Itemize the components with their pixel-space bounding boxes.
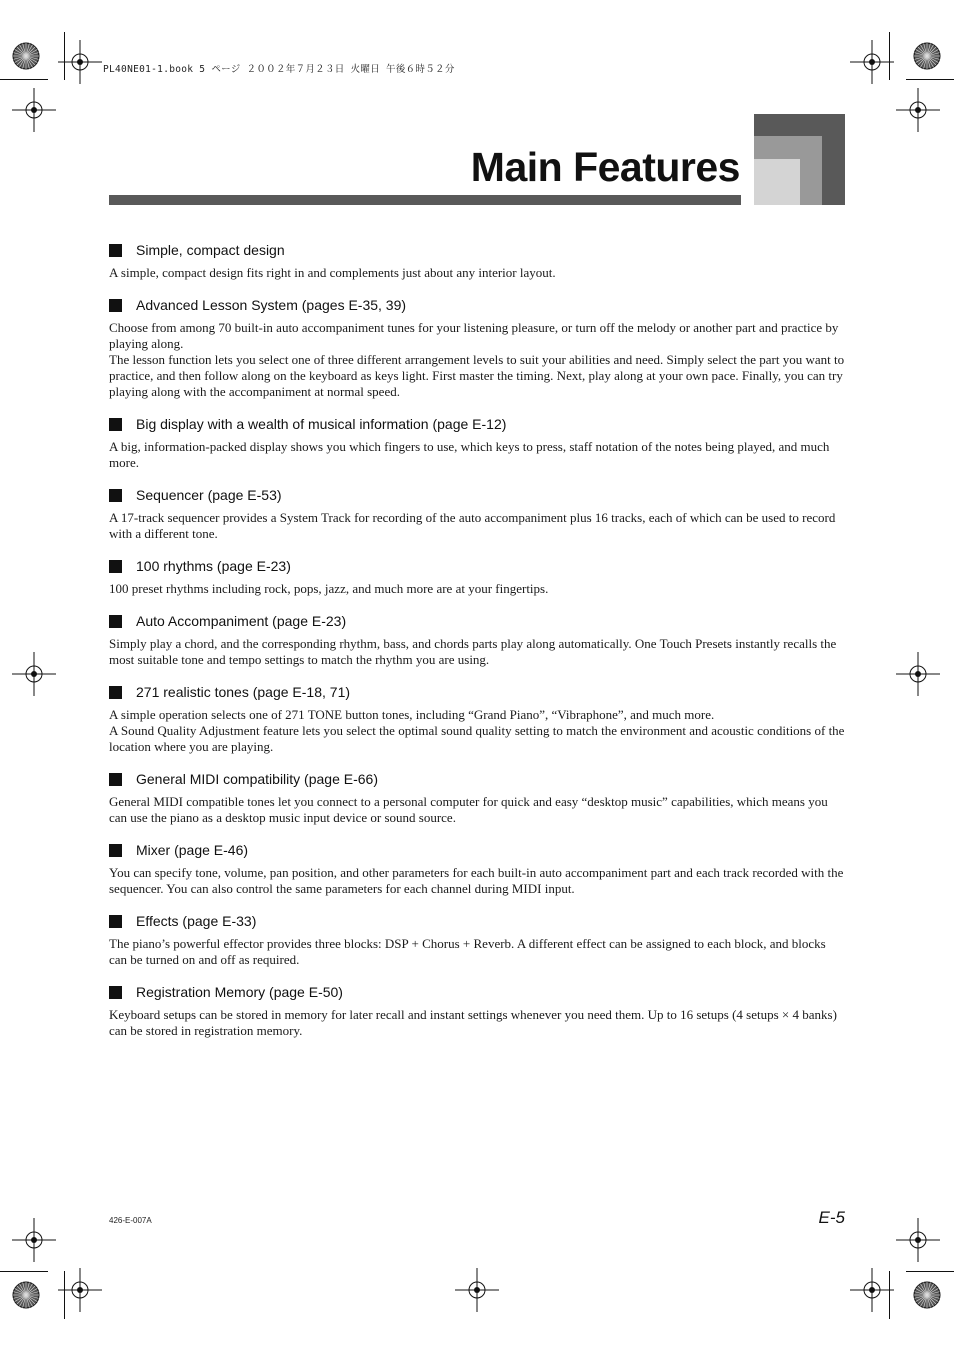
feature-heading-text: General MIDI compatibility (page E-66) [136, 771, 378, 787]
feature-heading [109, 911, 845, 931]
square-bullet-icon [109, 986, 122, 999]
feature-heading-text: Big display with a wealth of musical information (page E-12) [136, 416, 507, 432]
feature-paragraph: Keyboard setups can be stored in memory for later recall and instant settings whenever you need them. Up to 16 setups (4 setups × 4 banks) can be stored in registration memory. [109, 1007, 837, 1038]
feature-paragraph: A simple, compact design fits right in and complements just about any interior layout. [109, 265, 556, 280]
print-header: PL40NE01-1.book 5 ページ ２００２年７月２３日 火曜日 午後６時５２分 [103, 64, 455, 75]
square-bullet-icon [109, 844, 122, 857]
feature-heading [109, 240, 845, 260]
feature-paragraph: A big, information-packed display shows you which fingers to use, which keys to press, staff notation of the notes being played, and much more. [109, 439, 830, 470]
square-bullet-icon [109, 299, 122, 312]
feature-body [109, 1007, 845, 1053]
feature-body [109, 439, 845, 485]
crop-mark [0, 1271, 48, 1272]
feature-heading-text: 100 rhythms (page E-23) [136, 558, 291, 574]
feature-section [109, 240, 845, 295]
feature-body [109, 794, 845, 840]
feature-heading-text: Effects (page E-33) [136, 913, 257, 929]
feature-list [109, 240, 845, 1053]
feature-section [109, 982, 845, 1053]
crop-mark [889, 1271, 890, 1319]
page-number: E-5 [818, 1208, 845, 1227]
square-bullet-icon [109, 560, 122, 573]
feature-heading-text: Mixer (page E-46) [136, 842, 249, 858]
feature-heading-text: Simple, compact design [136, 242, 285, 258]
feature-paragraph: The lesson function lets you select one of three different arrangement levels to suit your abilities and need. Simply select the part you want to practice, and then follow along on the keyboard as keys light. First master the timing. Next, play along at your own pace. Finally, you can try playing along with the accompaniment at normal speed. [109, 352, 845, 399]
title-rule [109, 195, 741, 205]
square-bullet-icon [109, 686, 122, 699]
crop-mark [889, 32, 890, 80]
feature-heading-text: Advanced Lesson System (pages E-35, 39) [136, 297, 407, 313]
crop-mark [0, 79, 48, 80]
square-bullet-icon [109, 915, 122, 928]
crop-mark [906, 79, 954, 80]
crop-mark [64, 32, 65, 80]
feature-body [109, 707, 845, 769]
registration-crosshair-icon [896, 1218, 940, 1262]
crop-mark [906, 1271, 954, 1272]
feature-body [109, 865, 845, 911]
feature-body [109, 636, 845, 682]
feature-section [109, 611, 845, 682]
feature-section [109, 911, 845, 982]
feature-section [109, 682, 845, 769]
feature-paragraph: A 17-track sequencer provides a System Track for recording of the auto accompaniment plus 16 tracks, each of which can be used to record with a different tone. [109, 510, 836, 541]
registration-crosshair-icon [850, 1268, 894, 1312]
feature-heading [109, 485, 845, 505]
registration-target-icon [913, 1281, 941, 1309]
feature-paragraph: Choose from among 70 built-in auto accompaniment tunes for your listening pleasure, or turn off the melody or another part and practice by playing along. [109, 320, 839, 351]
registration-crosshair-icon [896, 652, 940, 696]
registration-crosshair-icon [12, 1218, 56, 1262]
feature-heading [109, 682, 845, 702]
registration-target-icon [913, 42, 941, 70]
title-block-light [754, 159, 800, 205]
feature-heading [109, 611, 845, 631]
feature-heading-text: Auto Accompaniment (page E-23) [136, 613, 347, 629]
square-bullet-icon [109, 615, 122, 628]
crop-mark [64, 1271, 65, 1319]
feature-section [109, 556, 845, 611]
feature-paragraph: A Sound Quality Adjustment feature lets you select the optimal sound quality setting to match the environment and acoustic conditions of the location where you are playing. [109, 723, 845, 754]
registration-crosshair-icon [455, 1268, 499, 1312]
registration-crosshair-icon [12, 88, 56, 132]
registration-crosshair-icon [896, 88, 940, 132]
feature-paragraph: General MIDI compatible tones let you connect to a personal computer for quick and easy “desktop music” capabilities, which means you can use the piano as a desktop music input device or sound source. [109, 794, 828, 825]
square-bullet-icon [109, 773, 122, 786]
feature-heading-text: 271 realistic tones (page E-18, 71) [136, 684, 351, 700]
feature-body [109, 581, 845, 611]
feature-paragraph: A simple operation selects one of 271 TONE button tones, including “Grand Piano”, “Vibraphone”, and much more. [109, 707, 715, 722]
square-bullet-icon [109, 244, 122, 257]
registration-crosshair-icon [12, 652, 56, 696]
feature-heading [109, 769, 845, 789]
feature-section [109, 769, 845, 840]
feature-heading [109, 982, 845, 1002]
feature-paragraph: Simply play a chord, and the corresponding rhythm, bass, and chords parts play along automatically. One Touch Presets instantly recalls the most suitable tone and tempo settings to match the rhythm you are using. [109, 636, 837, 667]
square-bullet-icon [109, 489, 122, 502]
document-code: 426-E-007A [109, 1216, 152, 1225]
feature-body [109, 510, 845, 556]
feature-heading-text: Registration Memory (page E-50) [136, 984, 343, 1000]
feature-heading [109, 556, 845, 576]
feature-body [109, 320, 845, 414]
feature-paragraph: The piano’s powerful effector provides three blocks: DSP + Chorus + Reverb. A different effect can be assigned to each block, and blocks can be turned on and off as required. [109, 936, 826, 967]
registration-target-icon [12, 42, 40, 70]
feature-body [109, 265, 845, 295]
registration-crosshair-icon [850, 40, 894, 84]
feature-heading [109, 414, 845, 434]
feature-section [109, 840, 845, 911]
feature-section [109, 414, 845, 485]
registration-target-icon [12, 1281, 40, 1309]
feature-section [109, 485, 845, 556]
feature-heading-text: Sequencer (page E-53) [136, 487, 282, 503]
square-bullet-icon [109, 418, 122, 431]
feature-paragraph: You can specify tone, volume, pan position, and other parameters for each built-in auto accompaniment part and each track recorded with the sequencer. You can also control the same parameters for each channel during MIDI input. [109, 865, 844, 896]
page-title: Main Features [470, 144, 740, 190]
feature-section [109, 295, 845, 414]
feature-paragraph: 100 preset rhythms including rock, pops, jazz, and much more are at your fingertips. [109, 581, 549, 596]
feature-heading [109, 295, 845, 315]
feature-heading [109, 840, 845, 860]
feature-body [109, 936, 845, 982]
